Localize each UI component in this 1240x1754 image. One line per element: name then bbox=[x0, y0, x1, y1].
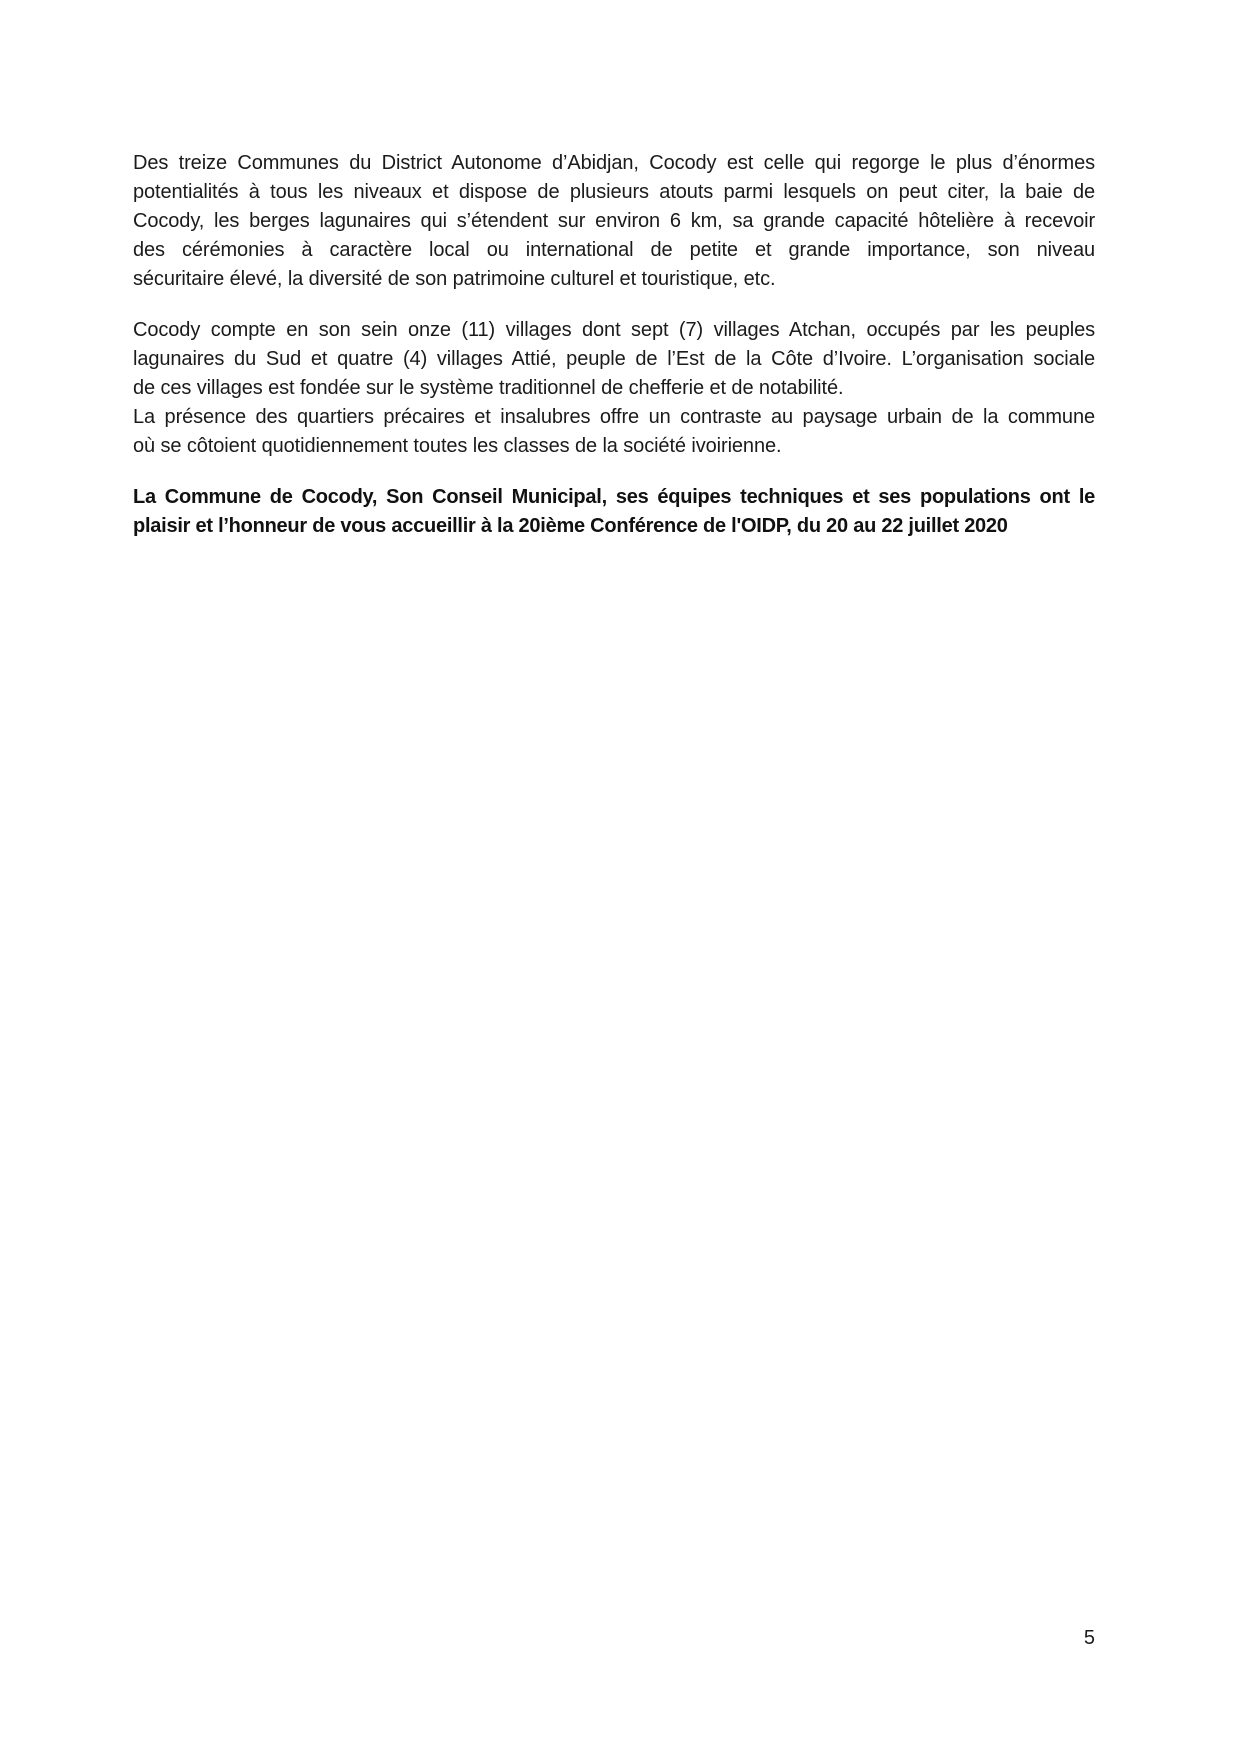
page-number: 5 bbox=[1083, 1627, 1095, 1649]
text-line: Cocody compte en son sein onze (11) villages dont sept (7) villages Atchan, occupés par les peuples bbox=[133, 319, 1095, 341]
text-line: de ces villages est fondée sur le système traditionnel de chefferie et de notabilité. bbox=[133, 377, 844, 399]
page-footer bbox=[133, 1624, 1095, 1653]
text-line: La présence des quartiers précaires et insalubres offre un contraste au paysage urbain de la commune bbox=[133, 406, 1095, 428]
text-line: sécuritaire élevé, la diversité de son patrimoine culturel et touristique, etc. bbox=[133, 268, 776, 290]
paragraph-intro bbox=[133, 149, 1095, 294]
text-line: Des treize Communes du District Autonome d’Abidjan, Cocody est celle qui regorge le plus d’énormes bbox=[133, 152, 1095, 174]
text-line: potentialités à tous les niveaux et dispose de plusieurs atouts parmi lesquels on peut citer, la baie de bbox=[133, 181, 1095, 203]
document-body bbox=[133, 149, 1095, 563]
text-line: plaisir et l’honneur de vous accueillir à la 20ième Conférence de l'OIDP, du 20 au 22 juillet 2020 bbox=[133, 515, 1008, 537]
text-line: lagunaires du Sud et quatre (4) villages Attié, peuple de l’Est de la Côte d’Ivoire. L’organisation sociale bbox=[133, 348, 1095, 370]
text-line: La Commune de Cocody, Son Conseil Municipal, ses équipes techniques et ses populations ont le bbox=[133, 486, 1095, 508]
text-line: Cocody, les berges lagunaires qui s’étendent sur environ 6 km, sa grande capacité hôtelière à recevoir bbox=[133, 210, 1095, 232]
paragraph-invitation-bold bbox=[133, 483, 1095, 541]
text-line: où se côtoient quotidiennement toutes les classes de la société ivoirienne. bbox=[133, 435, 782, 457]
text-line: des cérémonies à caractère local ou international de petite et grande importance, son niveau bbox=[133, 239, 1095, 261]
paragraph-quartiers bbox=[133, 403, 1095, 461]
paragraph-villages bbox=[133, 316, 1095, 403]
